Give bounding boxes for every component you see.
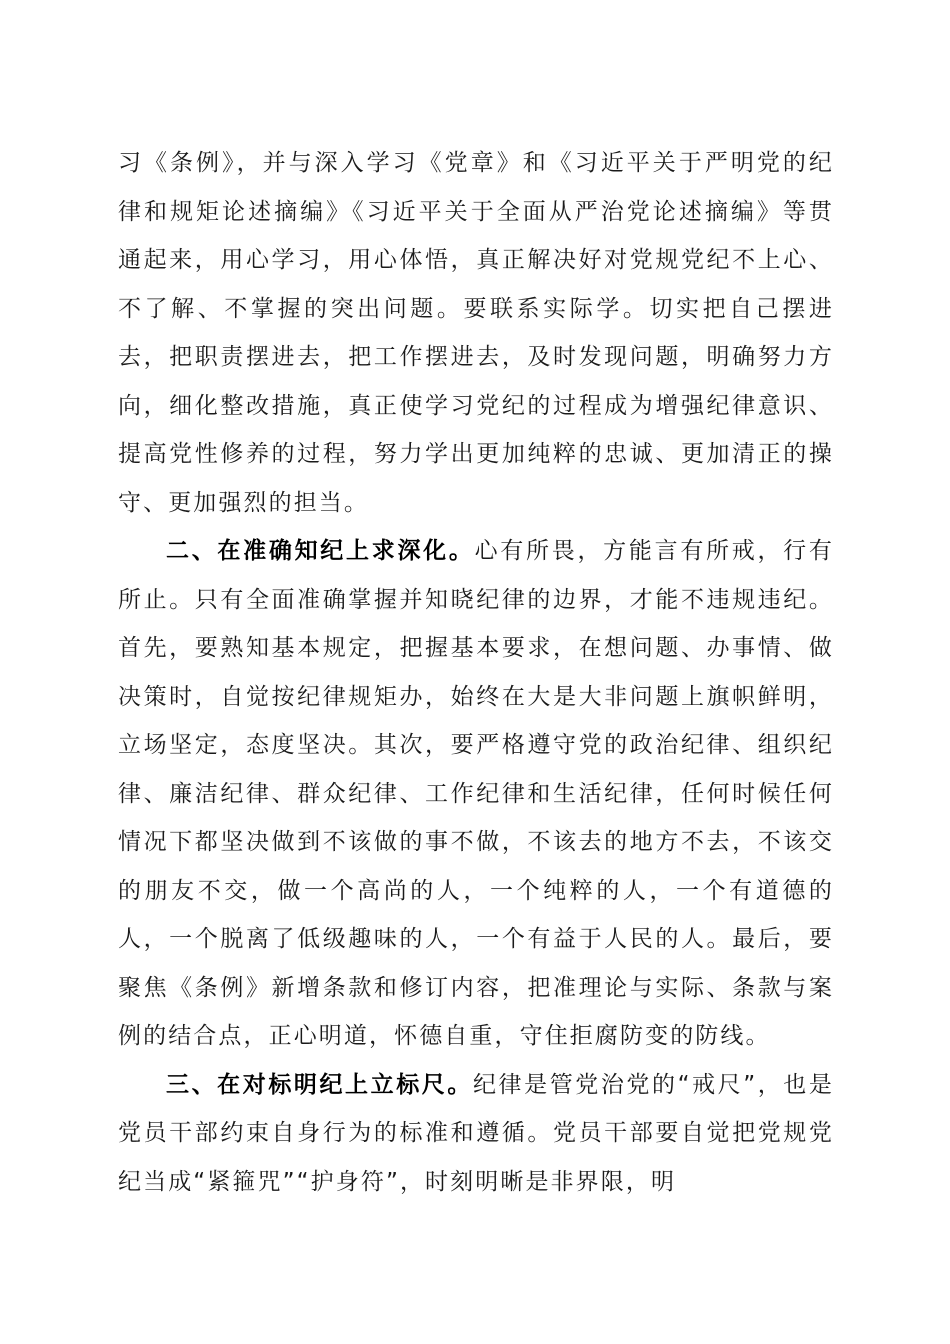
document-page: [118, 139, 834, 1206]
paragraph-continuation: [118, 139, 834, 527]
section-heading: 二、在准确知纪上求深化。: [166, 538, 475, 564]
paragraph-body: 习《条例》，并与深入学习《党章》和《习近平关于严明党的纪律和规矩论述摘编》《习近平关于全面从严治党论述摘编》等贯通起来，用心学习，用心体悟，真正解决好对党规党纪不上心、不了解、不掌握的突出问题。要联系实际学。切实把自己摆进去，把职责摆进去，把工作摆进去，及时发现问题，明确努力方向，细化整改措施，真正使学习党纪的过程成为增强纪律意识、提高党性修养的过程，努力学出更加纯粹的忠诚、更加清正的操守、更加强烈的担当。: [118, 150, 834, 516]
paragraph-body: 纪律是管党治党的“戒尺”，也是党员干部约束自身行为的标准和遵循。党员干部要自觉把党规党纪当成“紧箍咒”“护身符”，时刻明晰是非界限，明: [118, 1071, 834, 1195]
paragraph-section-2: [118, 527, 834, 1061]
paragraph-body: 心有所畏，方能言有所戒，行有所止。只有全面准确掌握并知晓纪律的边界，才能不违规违纪。首先，要熟知基本规定，把握基本要求，在想问题、办事情、做决策时，自觉按纪律规矩办，始终在大是大非问题上旗帜鲜明，立场坚定，态度坚决。其次，要严格遵守党的政治纪律、组织纪律、廉洁纪律、群众纪律、工作纪律和生活纪律，任何时候任何情况下都坚决做到不该做的事不做，不该去的地方不去，不该交的朋友不交，做一个高尚的人，一个纯粹的人，一个有道德的人，一个脱离了低级趣味的人，一个有益于人民的人。最后，要聚焦《条例》新增条款和修订内容，把准理论与实际、条款与案例的结合点，正心明道，怀德自重，守住拒腐防变的防线。: [118, 538, 834, 1049]
paragraph-section-3: [118, 1061, 834, 1207]
section-heading: 三、在对标明纪上立标尺。: [166, 1071, 473, 1098]
